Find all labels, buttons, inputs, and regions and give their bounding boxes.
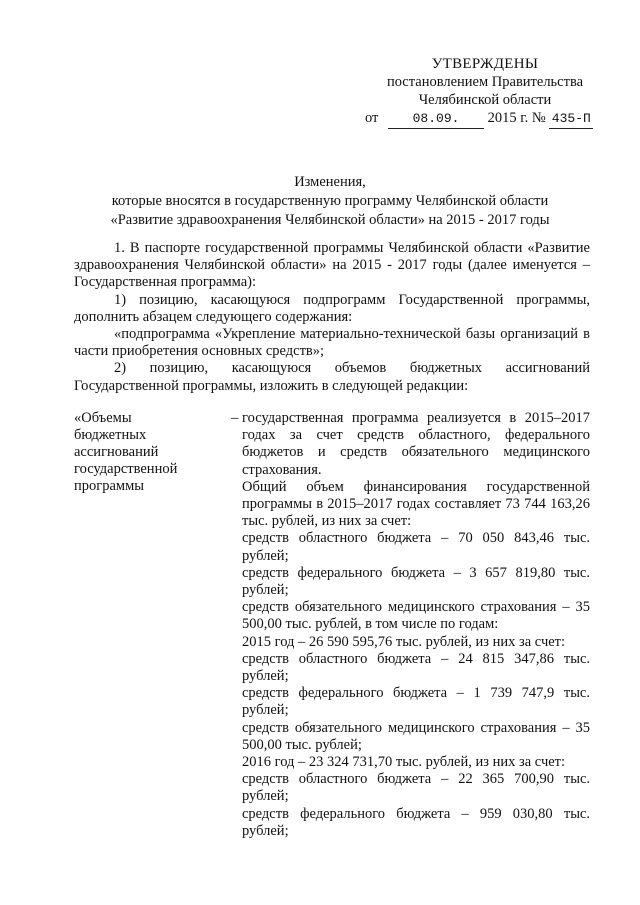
- title-line-2: которые вносятся в государственную программу Челябинской области: [111, 193, 549, 209]
- funding-line: государственная программа реализуется в 2015–2017 годах за счет средств областного, федерального бюджетов и средств обязательного медицинского страхования.: [242, 410, 590, 478]
- funding-line: средств областного бюджета – 70 050 843,46 тыс. рублей;: [242, 530, 590, 564]
- table-right-cell: [242, 410, 590, 840]
- paragraph-1: 1. В паспорте государственной программы Челябинской области «Развитие здравоохранения Челябинской области» на 2015 - 2017 годы (далее именуется – Государственная программа):: [74, 240, 590, 291]
- document-title: [60, 173, 600, 230]
- paragraph-2: 1) позицию, касающуюся подпрограмм Государственной программы, дополнить абзацем следующего содержания:: [74, 291, 590, 325]
- funding-line: Общий объем финансирования государственной программы в 2015–2017 годах составляет 73 744 163,26 тыс. рублей, из них за счет:: [242, 478, 590, 530]
- date-value: 08.09.: [388, 110, 484, 129]
- table-dash: –: [231, 410, 239, 426]
- paragraph-3: «подпрограмма «Укрепление материально-технической базы организаций в части приобретения основных средств»;: [74, 326, 590, 360]
- from-label: от: [365, 110, 379, 126]
- approval-stamp: [365, 55, 605, 129]
- funding-line: средств обязательного медицинского страхования – 35 500,00 тыс. рублей;: [242, 719, 590, 753]
- funding-line: средств областного бюджета – 22 365 700,90 тыс. рублей;: [242, 771, 590, 805]
- funding-line: средств федерального бюджета – 1 739 747,9 тыс. рублей;: [242, 685, 590, 719]
- table-left-cell: «Объемы бюджетных ассигнований государственной программы: [74, 410, 178, 494]
- approval-date-line: [365, 109, 605, 129]
- paragraph-4: 2) позицию, касающуюся объемов бюджетных ассигнований Государственной программы, изложить в следующей редакции:: [74, 360, 590, 394]
- funding-line: средств федерального бюджета – 3 657 819,80 тыс. рублей;: [242, 564, 590, 599]
- approval-line-2: Челябинской области: [418, 92, 552, 108]
- approval-line-1: постановлением Правительства: [386, 74, 584, 90]
- funding-line: средств обязательного медицинского страхования – 35 500,00 тыс. рублей, в том числе по годам:: [242, 599, 590, 633]
- funding-line: средств областного бюджета – 24 815 347,86 тыс. рублей;: [242, 650, 590, 685]
- number-value: 435-П: [549, 110, 593, 129]
- body-text: [74, 240, 590, 395]
- funding-line: 2015 год – 26 590 595,76 тыс. рублей, из них за счет:: [242, 633, 566, 650]
- approval-heading: УТВЕРЖДЕНЫ: [431, 56, 539, 72]
- funding-line: 2016 год – 23 324 731,70 тыс. рублей, из них за счет:: [242, 754, 566, 771]
- title-line-3: «Развитие здравоохранения Челябинской области» на 2015 - 2017 годы: [110, 212, 550, 228]
- title-line-1: Изменения,: [294, 174, 366, 190]
- funding-line: средств федерального бюджета – 959 030,80 тыс. рублей;: [242, 805, 590, 839]
- year-text: 2015 г. №: [487, 110, 546, 126]
